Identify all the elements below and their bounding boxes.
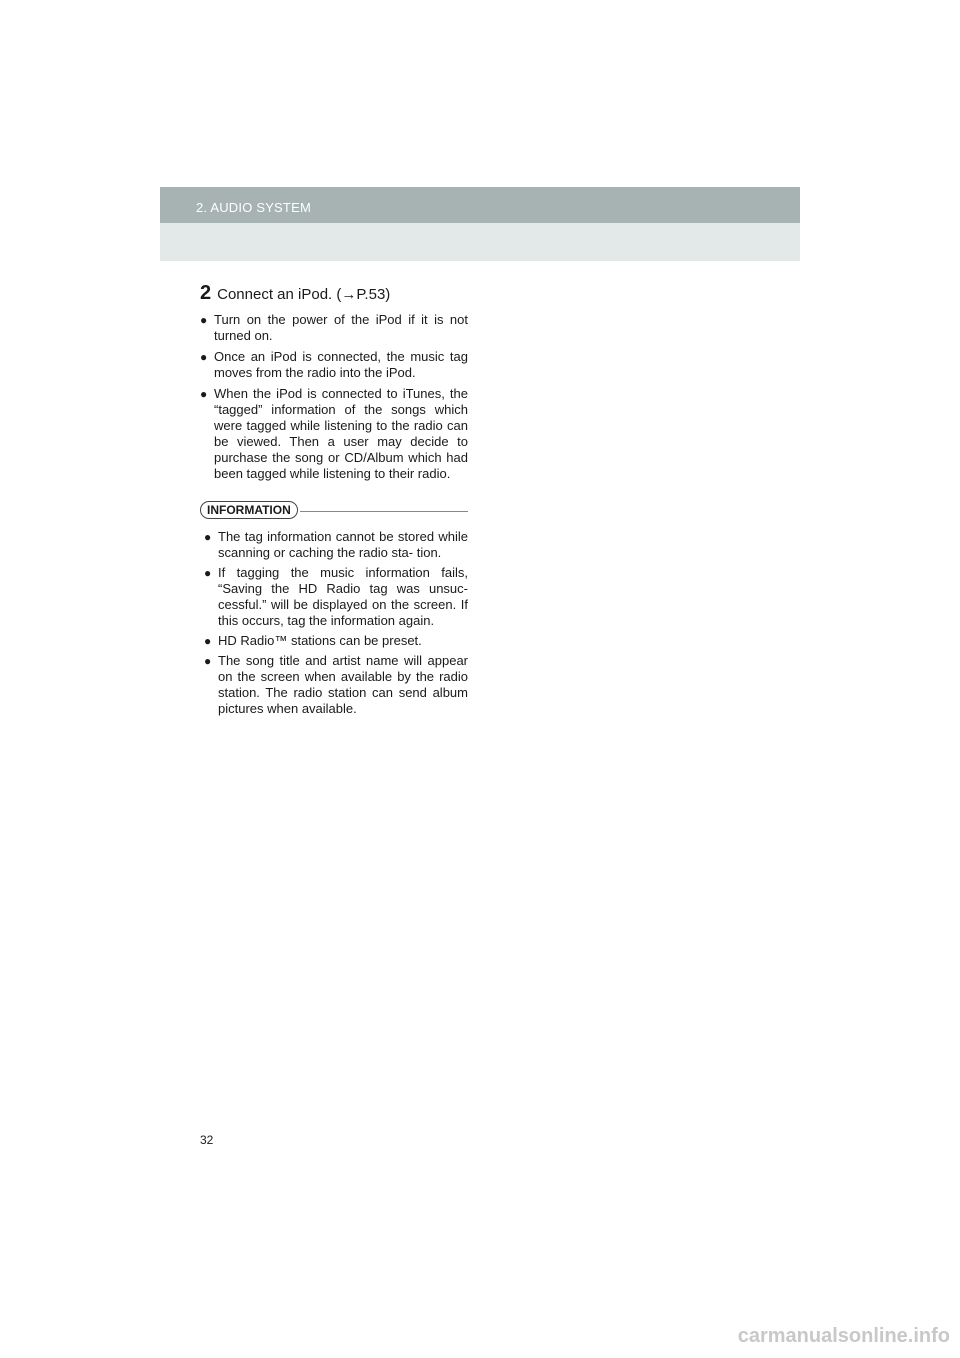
information-item <box>204 653 468 717</box>
bullet-dot-icon: ● <box>200 350 208 364</box>
information-list <box>200 529 468 717</box>
content-column <box>200 283 468 721</box>
bullet-text: When the iPod is connected to iTunes, the “tagged” information of the songs which were tagged while listening to the radio can be viewed. Then a user may decide to purchase the song or CD/Album which had been tagged while listening to their radio. <box>214 386 468 481</box>
information-badge: INFORMATION <box>200 501 298 519</box>
header-band <box>160 223 800 261</box>
bullet-item <box>200 349 468 381</box>
step-text: Connect an iPod. (→P.53) <box>217 286 391 303</box>
bullet-text: Turn on the power of the iPod if it is not turned on. <box>214 312 468 343</box>
step-number: 2 <box>200 282 212 304</box>
information-item <box>204 633 468 649</box>
bullet-item <box>200 386 468 482</box>
step-heading <box>200 283 468 303</box>
bullet-item <box>200 312 468 344</box>
bullet-dot-icon: ● <box>200 313 208 327</box>
section-title: 2. AUDIO SYSTEM <box>196 200 311 215</box>
bullet-dot-icon: ● <box>204 654 212 668</box>
page-number: 32 <box>200 1133 214 1147</box>
information-item <box>204 529 468 561</box>
watermark: carmanualsonline.info <box>737 1325 950 1347</box>
information-section <box>200 487 468 717</box>
bullet-dot-icon: ● <box>204 634 212 648</box>
bullet-text: Once an iPod is connected, the music tag moves from the radio into the iPod. <box>214 349 468 380</box>
bullet-dot-icon: ● <box>204 566 212 580</box>
information-text: If tagging the music information fails, “Saving the HD Radio tag was unsuc- cessful.” will be displayed on the screen. If this occurs, tag the information again. <box>218 565 468 628</box>
information-item <box>204 565 468 629</box>
information-text: The song title and artist name will appear on the screen when available by the radio station. The radio station can send album pictures when available. <box>218 653 468 716</box>
bullet-dot-icon: ● <box>200 387 208 401</box>
bullet-dot-icon: ● <box>204 530 212 544</box>
information-text: HD Radio™ stations can be preset. <box>218 633 422 648</box>
information-text: The tag information cannot be stored while scanning or caching the radio sta- tion. <box>218 529 468 560</box>
